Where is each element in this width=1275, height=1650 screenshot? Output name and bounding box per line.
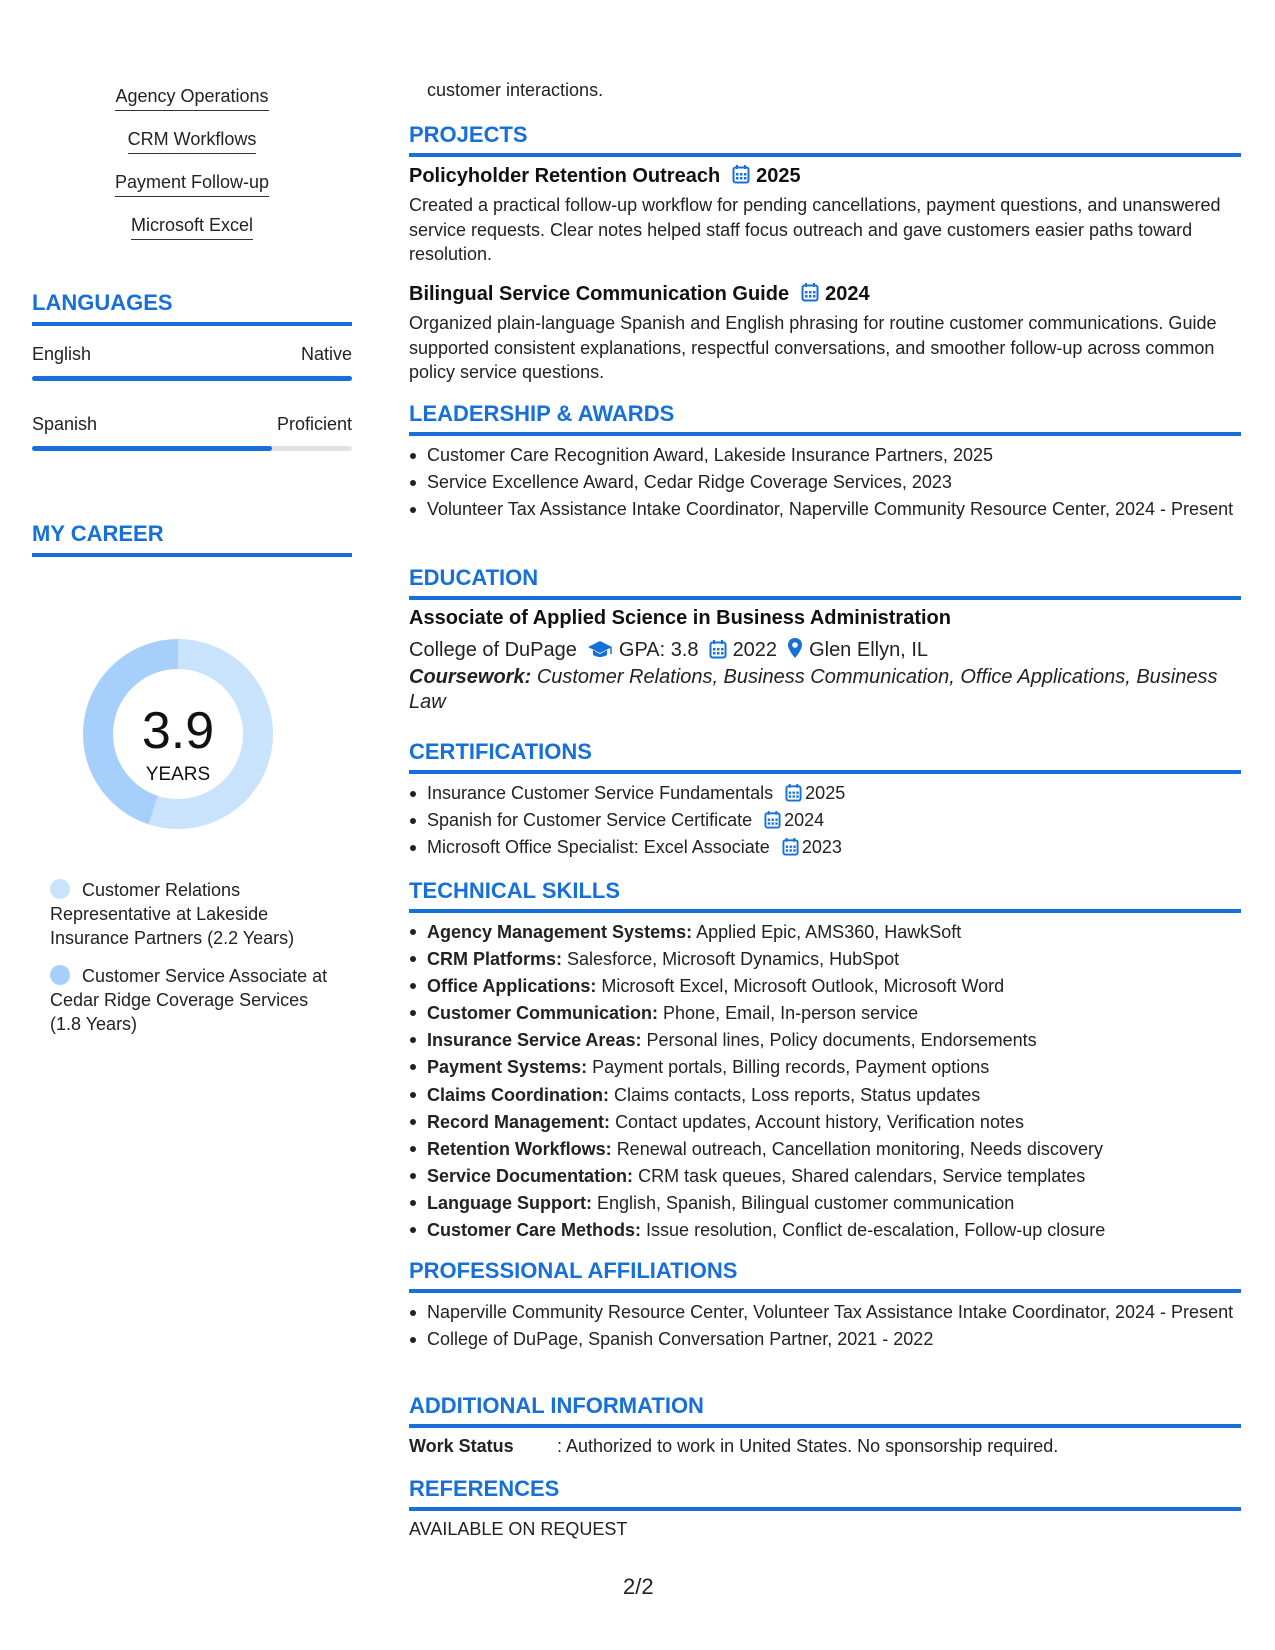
career-role-label: Customer Service Associate at Cedar Ridge Coverage Services (1.8 Years) <box>50 966 328 1034</box>
certifications-list <box>409 781 1241 859</box>
references-text: AVAILABLE ON REQUEST <box>409 1519 628 1539</box>
graduation-cap-icon <box>587 639 613 659</box>
skill-tag: Agency Operations <box>32 86 352 111</box>
page-number: 2/2 <box>623 1574 654 1599</box>
education-details <box>409 637 928 662</box>
location-pin-icon <box>787 637 803 659</box>
list-item: Record Management: Contact updates, Account history, Verification notes <box>409 1109 1241 1136</box>
career-donut-chart <box>66 622 290 846</box>
work-status-value: : Authorized to work in United States. No sponsorship required. <box>557 1436 1059 1456</box>
additional-info-heading: ADDITIONAL INFORMATION <box>409 1393 1241 1428</box>
list-item: Service Documentation: CRM task queues, Shared calendars, Service templates <box>409 1163 1241 1190</box>
project-title: Policyholder Retention Outreach 2025 <box>409 165 801 187</box>
list-item: Spanish for Customer Service Certificate 2024 <box>409 808 1241 832</box>
work-status-row <box>409 1436 1058 1457</box>
work-status-label: Work Status <box>409 1436 514 1456</box>
list-item: College of DuPage, Spanish Conversation Partner, 2021 - 2022 <box>409 1327 1241 1351</box>
school-name: College of DuPage <box>409 639 577 661</box>
sidebar <box>32 0 352 1650</box>
certifications-heading: CERTIFICATIONS <box>409 739 1241 774</box>
calendar-icon <box>801 282 819 302</box>
list-item: Claims Coordination: Claims contacts, Loss reports, Status updates <box>409 1082 1241 1109</box>
degree-title: Associate of Applied Science in Business Administration <box>409 607 951 629</box>
leadership-heading: LEADERSHIP & AWARDS <box>409 401 1241 436</box>
language-proficiency-fill <box>32 446 272 451</box>
list-item: Service Excellence Award, Cedar Ridge Coverage Services, 2023 <box>409 470 1241 494</box>
graduation-year: 2022 <box>732 639 778 661</box>
list-item: Retention Workflows: Renewal outreach, Cancellation monitoring, Needs discovery <box>409 1136 1241 1163</box>
languages-heading: LANGUAGES <box>32 290 352 326</box>
list-item: Language Support: English, Spanish, Bilingual customer communication <box>409 1190 1241 1217</box>
skill-tag: Payment Follow-up <box>32 172 352 197</box>
project-title: Bilingual Service Communication Guide 2024 <box>409 283 870 305</box>
language-proficiency-fill <box>32 376 352 381</box>
references-heading: REFERENCES <box>409 1476 1241 1511</box>
language-proficiency-bar <box>32 446 352 451</box>
language-row-english <box>32 344 352 384</box>
education-heading: EDUCATION <box>409 565 1241 600</box>
list-item: Customer Care Methods: Issue resolution, Conflict de-escalation, Follow-up closure <box>409 1217 1241 1244</box>
technical-skills-list <box>409 919 1241 1244</box>
affiliations-list <box>409 1300 1241 1351</box>
list-item: Volunteer Tax Assistance Intake Coordinator, Naperville Community Resource Center, 2024 - Present <box>409 497 1241 521</box>
list-item: Insurance Customer Service Fundamentals 2025 <box>409 781 1241 805</box>
list-item: Customer Communication: Phone, Email, In-person service <box>409 1000 1241 1027</box>
coursework: Coursework: Customer Relations, Business Communication, Office Applications, Business Law <box>409 666 1218 713</box>
project-description: Organized plain-language Spanish and English phrasing for routine customer communications. Guide supported consistent explanations, respectful conversations, and smoother follow-up across common policy service questions. <box>409 313 1217 382</box>
language-level: Native <box>300 344 352 364</box>
list-item: Insurance Service Areas: Personal lines, Policy documents, Endorsements <box>409 1027 1241 1054</box>
career-total-value: 3.9 <box>141 702 215 760</box>
intro-tail: customer interactions. <box>427 80 604 100</box>
calendar-icon <box>732 164 750 184</box>
career-total-unit: YEARS <box>145 764 211 785</box>
career-legend-item <box>50 878 340 950</box>
list-item: Office Applications: Microsoft Excel, Microsoft Outlook, Microsoft Word <box>409 973 1241 1000</box>
language-name: English <box>32 344 92 364</box>
legend-dot <box>50 879 70 899</box>
career-role-label: Customer Relations Representative at Lakeside Insurance Partners (2.2 Years) <box>50 880 295 948</box>
career-heading: MY CAREER <box>32 521 352 557</box>
career-legend-item <box>50 964 340 1036</box>
project-description: Created a practical follow-up workflow for pending cancellations, payment questions, and unanswered service requests. Clear notes helped staff focus outreach and gave customers easier paths toward resolution. <box>409 195 1221 264</box>
location: Glen Ellyn, IL <box>809 639 929 661</box>
language-row-spanish <box>32 414 352 454</box>
list-item: Customer Care Recognition Award, Lakeside Insurance Partners, 2025 <box>409 443 1241 467</box>
list-item: Naperville Community Resource Center, Volunteer Tax Assistance Intake Coordinator, 2024 - Present <box>409 1300 1241 1324</box>
list-item: CRM Platforms: Salesforce, Microsoft Dynamics, HubSpot <box>409 946 1241 973</box>
skill-tag: Microsoft Excel <box>32 215 352 240</box>
legend-dot <box>50 965 70 985</box>
skill-tag: CRM Workflows <box>32 129 352 154</box>
technical-skills-heading: TECHNICAL SKILLS <box>409 878 1241 913</box>
main-content <box>409 0 1241 1650</box>
calendar-icon <box>782 837 799 856</box>
language-proficiency-bar <box>32 376 352 381</box>
list-item: Microsoft Office Specialist: Excel Associate 2023 <box>409 835 1241 859</box>
language-name: Spanish <box>32 414 98 434</box>
leadership-list <box>409 443 1241 521</box>
list-item: Payment Systems: Payment portals, Billing records, Payment options <box>409 1054 1241 1081</box>
calendar-icon <box>785 783 802 802</box>
calendar-icon <box>709 639 727 659</box>
language-level: Proficient <box>276 414 352 434</box>
gpa: GPA: 3.8 <box>618 639 699 661</box>
affiliations-heading: PROFESSIONAL AFFILIATIONS <box>409 1258 1241 1293</box>
list-item: Agency Management Systems: Applied Epic, AMS360, HawkSoft <box>409 919 1241 946</box>
projects-heading: PROJECTS <box>409 122 1241 157</box>
calendar-icon <box>764 810 781 829</box>
